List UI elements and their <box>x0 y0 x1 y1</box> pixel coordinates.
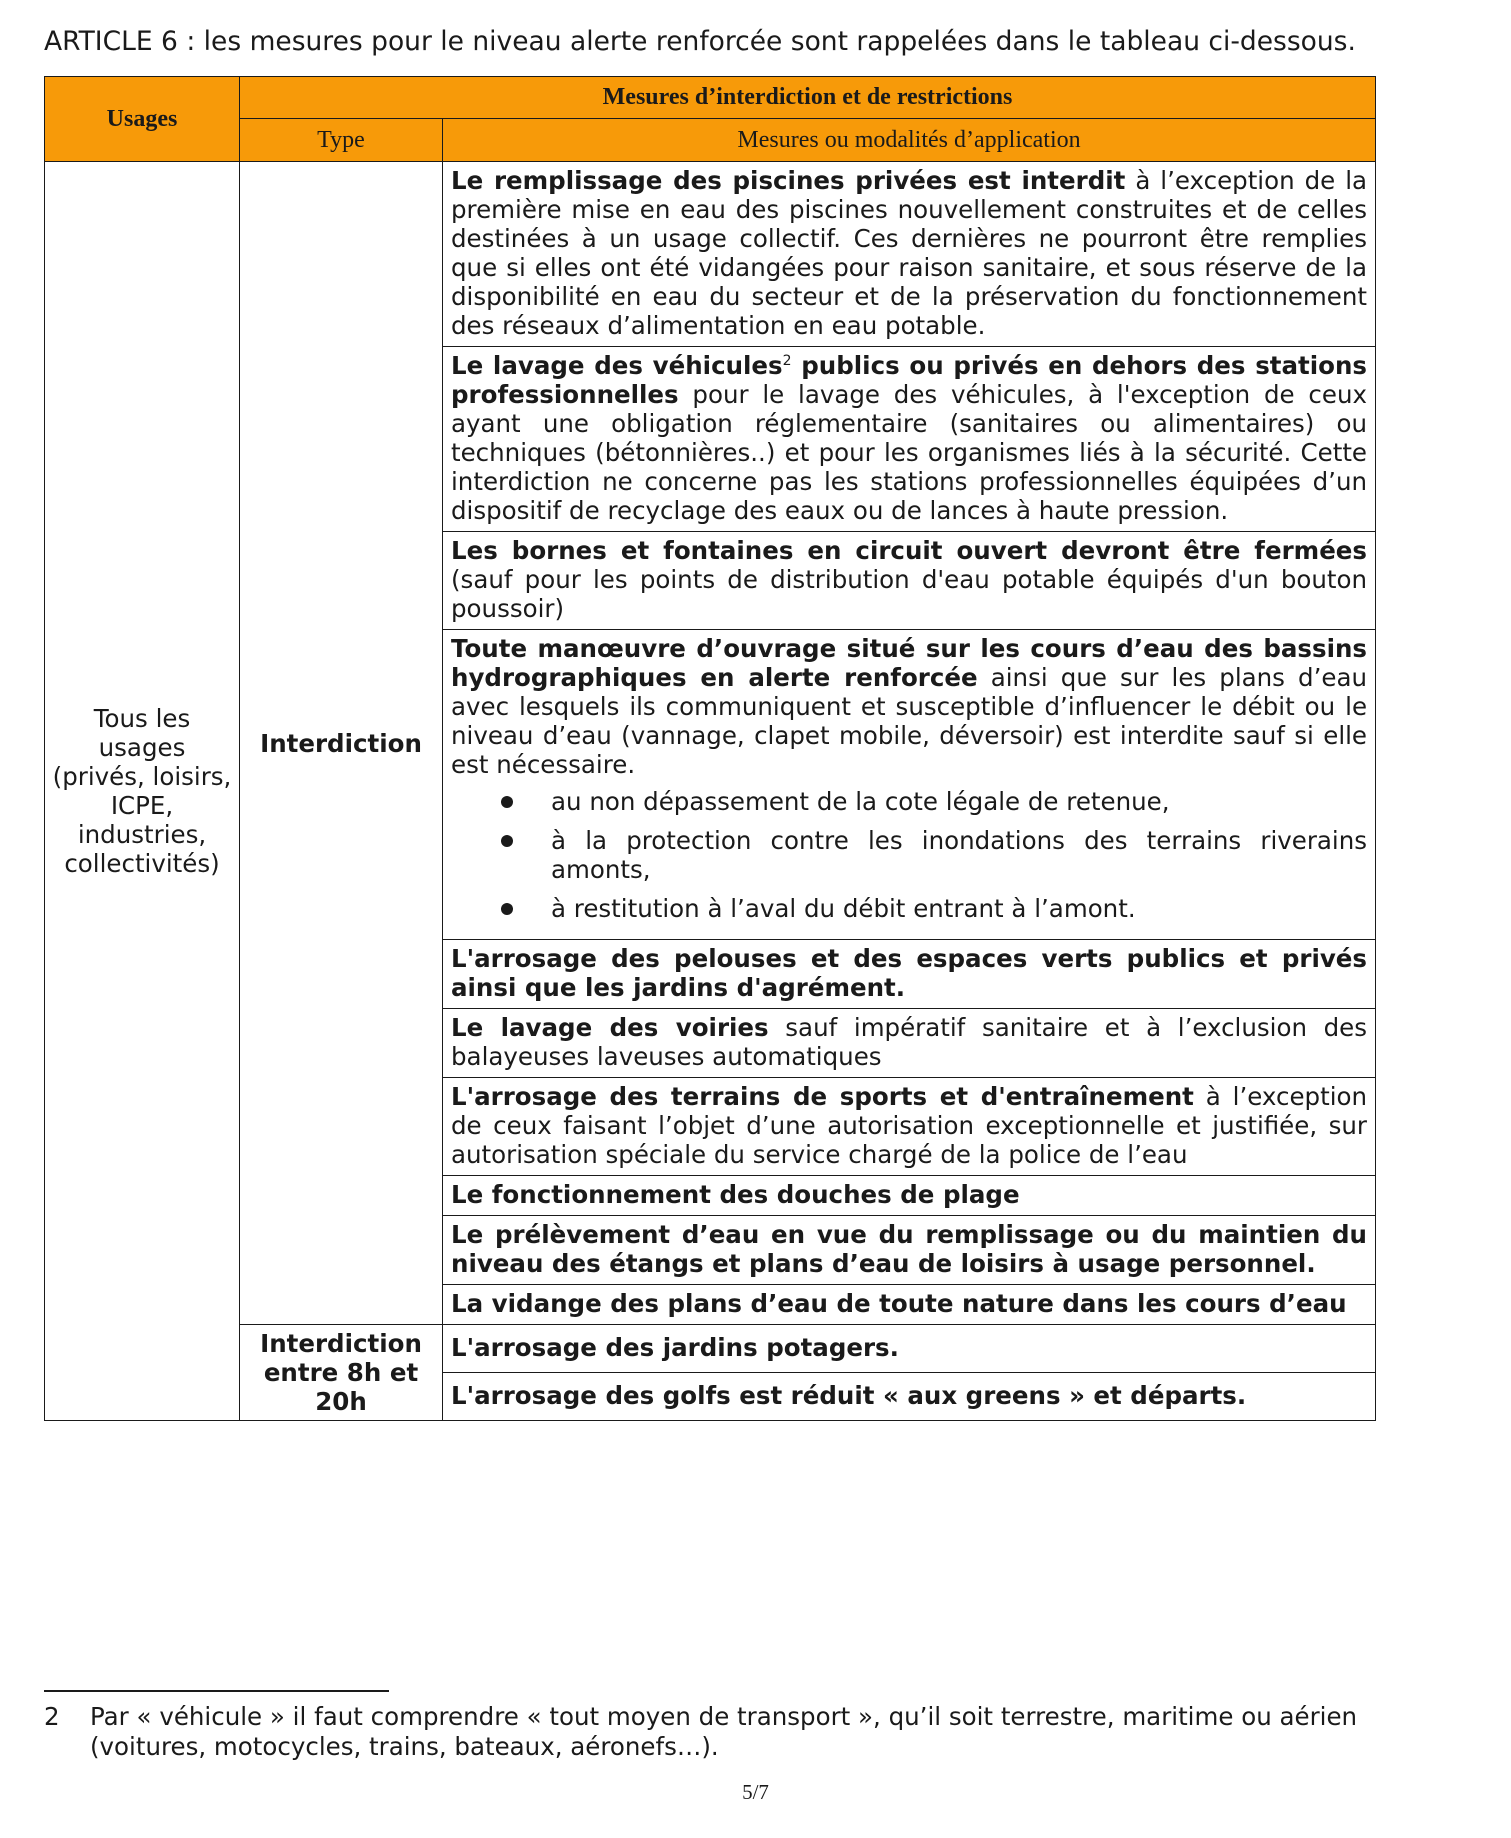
measure-cell <box>443 532 1376 630</box>
bullet-text: à restitution à l’aval du débit entrant à l’amont. <box>551 894 1136 923</box>
measure-bold: L'arrosage des golfs est réduit « aux greens » et départs. <box>451 1381 1247 1410</box>
bullet-list <box>451 787 1367 923</box>
footnote-ref: 2 <box>782 352 792 369</box>
footnote-separator <box>44 1690 389 1692</box>
bullet-icon <box>501 903 513 915</box>
measure-text: à l’exception de la première mise en eau des piscines nouvellement construites et de celles destinées à un usage collectif. Ces dernières ne pourront être remplies que si elles ont été vidangées pour raison sanitaire, et sous réserve de la disponibilité en eau du secteur et de la préservation du fonctionnement des réseaux d’alimentation en eau potable. <box>451 166 1368 340</box>
measure-cell <box>443 1009 1376 1078</box>
header-mesures-group: Mesures d’interdiction et de restrictions <box>240 77 1376 119</box>
list-item <box>501 894 1367 923</box>
measure-text: (sauf pour les points de distribution d'eau potable équipés d'un bouton poussoir) <box>451 565 1368 623</box>
measure-text: à l’exception de ceux faisant l’objet d’une autorisation exceptionnelle et justifiée, sur autorisation spéciale du service chargé de la police de l’eau <box>451 1082 1368 1169</box>
table-row <box>45 1325 1376 1373</box>
measure-bold: Le lavage des voiries <box>451 1013 769 1042</box>
measure-bold: Le fonctionnement des douches de plage <box>451 1180 1020 1209</box>
table-row <box>45 162 1376 347</box>
measure-cell <box>443 630 1376 940</box>
measure-bold: La vidange des plans d’eau de toute nature dans les cours d’eau <box>451 1289 1347 1318</box>
measure-text: sauf impératif sanitaire et à l’exclusion des balayeuses laveuses automatiques <box>451 1013 1368 1071</box>
header-type: Type <box>240 119 443 162</box>
measure-bold: Le prélèvement d’eau en vue du remplissage ou du maintien du niveau des étangs et plans d’eau de loisirs à usage personnel. <box>451 1220 1368 1278</box>
measure-cell <box>443 1285 1376 1325</box>
usage-cell: Tous les usages (privés, loisirs, ICPE, industries, collectivités) <box>45 162 240 1421</box>
measure-bold: publics ou privés en dehors des stations professionnelles <box>451 351 1368 409</box>
measure-bold: Toute manœuvre d’ouvrage situé sur les cours d’eau des bassins hydrographiques en alerte renforcée <box>451 634 1368 692</box>
measure-cell <box>443 1078 1376 1176</box>
measures-table <box>44 76 1376 1421</box>
bullet-text: au non dépassement de la cote légale de retenue, <box>551 787 1170 816</box>
measure-cell <box>443 1176 1376 1216</box>
measure-cell <box>443 1325 1376 1373</box>
header-mesures: Mesures ou modalités d’application <box>443 119 1376 162</box>
measure-text: pour le lavage des véhicules, à l'exception de ceux ayant une obligation réglementaire (sanitaires ou alimentaires) ou techniques (bétonnières..) et pour les organismes liés à la sécurité. Cette interdiction ne concerne pas les stations professionnelles équipées d’un dispositif de recyclage des eaux ou de lances à haute pression. <box>451 380 1368 525</box>
article-heading: ARTICLE 6 : les mesures pour le niveau alerte renforcée sont rappelées dans le tableau ci-dessous. <box>44 26 1356 57</box>
measure-bold: L'arrosage des jardins potagers. <box>451 1333 899 1362</box>
measure-text: ainsi que sur les plans d’eau avec lesquels ils communiquent et susceptible d’influencer le débit ou le niveau d’eau (vannage, clapet mobile, déversoir) est interdite sauf si elle est nécessaire. <box>451 663 1368 779</box>
header-usages: Usages <box>45 77 240 162</box>
list-item <box>501 826 1367 884</box>
measure-bold: Les bornes et fontaines en circuit ouvert devront être fermées <box>451 536 1368 565</box>
bullet-icon <box>501 835 513 847</box>
measure-cell <box>443 1216 1376 1285</box>
bullet-text: à la protection contre les inondations des terrains riverains amonts, <box>551 826 1368 884</box>
measure-cell <box>443 162 1376 347</box>
measure-cell <box>443 347 1376 532</box>
type-interdiction: Interdiction <box>240 162 443 1325</box>
list-item <box>501 787 1367 816</box>
measure-bold: Le lavage des véhicules <box>451 351 783 380</box>
measure-bold: L'arrosage des pelouses et des espaces verts publics et privés ainsi que les jardins d'agrément. <box>451 944 1368 1002</box>
type-interdiction-horaire: Interdiction entre 8h et 20h <box>240 1325 443 1421</box>
measure-bold: Le remplissage des piscines privées est interdit <box>451 166 1126 195</box>
measure-cell <box>443 940 1376 1009</box>
footnote-number: 2 <box>44 1702 60 1731</box>
measure-bold: L'arrosage des terrains de sports et d'entraînement <box>451 1082 1194 1111</box>
measure-cell <box>443 1373 1376 1421</box>
footnote-text: Par « véhicule » il faut comprendre « tout moyen de transport », qu’il soit terrestre, maritime ou aérien (voitures, motocycles, trains, bateaux, aéronefs…). <box>90 1702 1358 1761</box>
page-number: 5/7 <box>742 1780 769 1804</box>
bullet-icon <box>501 796 513 808</box>
